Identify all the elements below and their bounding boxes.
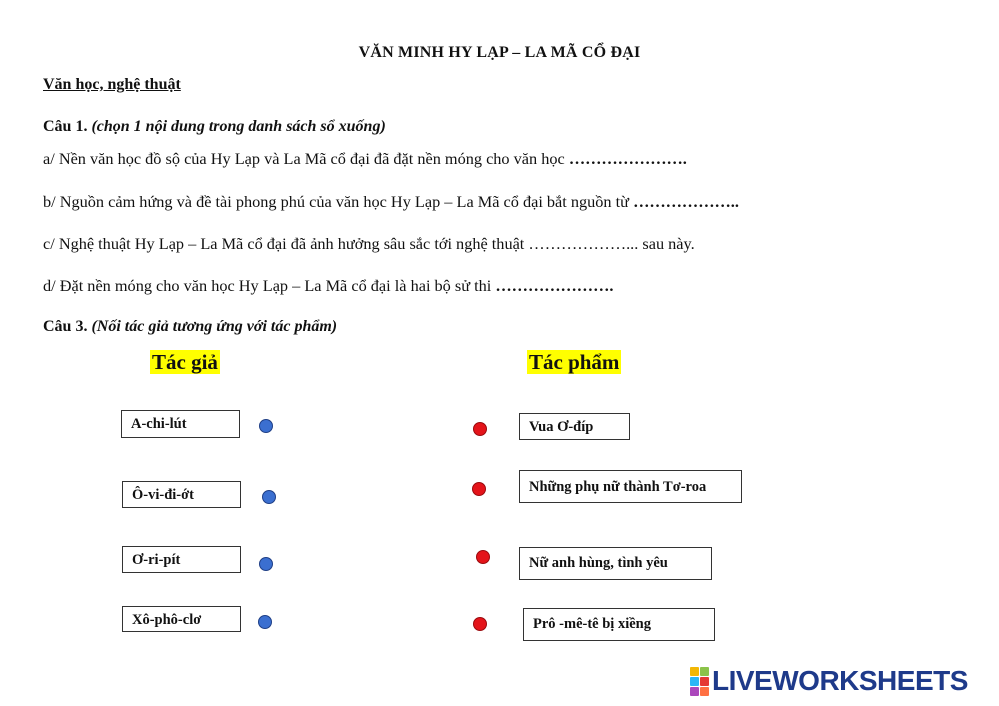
- work-connector-2[interactable]: [472, 482, 486, 496]
- section-heading: Văn học, nghệ thuật: [43, 76, 181, 93]
- page-title: VĂN MINH HY LẠP – LA MÃ CỔ ĐẠI: [358, 44, 641, 61]
- question-3-heading: [43, 318, 337, 336]
- question-1b: [43, 192, 739, 212]
- author-box-3: Ơ-ri-pít: [122, 546, 241, 573]
- question-1c-suffix: sau này.: [638, 234, 695, 253]
- dropdown-1a[interactable]: ………………….: [568, 149, 687, 168]
- author-box-1: A-chi-lút: [121, 410, 240, 438]
- work-box-2: Những phụ nữ thành Tơ-roa: [519, 470, 742, 503]
- work-box-3: Nữ anh hùng, tình yêu: [519, 547, 712, 580]
- author-connector-3[interactable]: [259, 557, 273, 571]
- dropdown-1c[interactable]: ………………...: [528, 234, 639, 253]
- question-1c-text: c/ Nghệ thuật Hy Lạp – La Mã cổ đại đã ảnh hưởng sâu sắc tới nghệ thuật: [43, 234, 529, 253]
- work-connector-1[interactable]: [473, 422, 487, 436]
- question-1c: [43, 234, 695, 254]
- work-box-1: Vua Ơ-đíp: [519, 413, 630, 440]
- liveworksheets-logo: [690, 664, 968, 698]
- author-connector-1[interactable]: [259, 419, 273, 433]
- work-connector-3[interactable]: [476, 550, 490, 564]
- work-connector-4[interactable]: [473, 617, 487, 631]
- question-1d-text: d/ Đặt nền móng cho văn học Hy Lạp – La Mã cổ đại là hai bộ sử thi: [43, 276, 496, 295]
- author-box-4: Xô-phô-clơ: [122, 606, 241, 632]
- question-3-number: Câu 3.: [43, 318, 88, 335]
- authors-heading: Tác giả: [152, 350, 218, 374]
- work-box-4: Prô -mê-tê bị xiềng: [523, 608, 715, 641]
- question-1a: [43, 149, 687, 169]
- logo-icon: [690, 667, 709, 696]
- question-1-number: Câu 1.: [43, 118, 88, 135]
- dropdown-1b[interactable]: ………………..: [633, 192, 739, 211]
- question-3-instruction: (Nối tác giả tương ứng với tác phẩm): [91, 318, 338, 335]
- author-connector-2[interactable]: [262, 490, 276, 504]
- question-1-instruction: (chọn 1 nội dung trong danh sách sổ xuống): [91, 118, 386, 135]
- question-1a-text: a/ Nền văn học đồ sộ của Hy Lạp và La Mã cổ đại đã đặt nền móng cho văn học: [43, 149, 569, 168]
- logo-text: LIVEWORKSHEETS: [712, 665, 968, 696]
- author-box-2: Ô-vi-đi-ớt: [122, 481, 241, 508]
- question-1d: [43, 276, 613, 296]
- author-connector-4[interactable]: [258, 615, 272, 629]
- works-heading: Tác phẩm: [529, 350, 620, 374]
- question-1b-text: b/ Nguồn cảm hứng và đề tài phong phú của văn học Hy Lạp – La Mã cổ đại bắt nguồn từ: [43, 192, 634, 211]
- dropdown-1d[interactable]: ………………….: [495, 276, 614, 295]
- question-1-heading: [43, 118, 386, 136]
